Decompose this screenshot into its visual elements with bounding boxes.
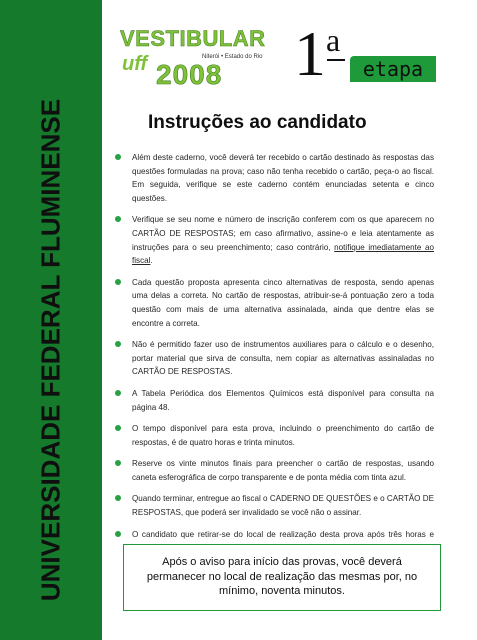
institution-name: UNIVERSIDADE FEDERAL FLUMINENSE bbox=[35, 98, 66, 602]
instruction-text: Não é permitido fazer uso de instrumentos auxiliares para o cálculo e o desenho, portar material que sirva de consulta, nem copiar as alternativas assinaladas no CARTÃO DE RESPOSTAS. bbox=[132, 340, 434, 377]
logo-vestibular-text: VESTIBULAR bbox=[120, 26, 266, 51]
page-title: Instruções ao candidato bbox=[148, 112, 367, 133]
list-item bbox=[112, 151, 434, 205]
stage-label-box bbox=[350, 56, 436, 82]
stage-superscript-underline bbox=[327, 59, 345, 61]
bullet-icon bbox=[115, 531, 121, 537]
stage-superscript: a bbox=[326, 22, 341, 58]
list-item bbox=[112, 276, 434, 330]
list-item bbox=[112, 492, 434, 519]
bullet-icon bbox=[115, 425, 121, 431]
bullet-icon bbox=[115, 495, 121, 501]
list-item bbox=[112, 338, 434, 379]
instruction-underlined-text: notifique imediatamente ao fiscal bbox=[132, 242, 434, 266]
logo-subtitle: Niterói • Estado do Rio bbox=[202, 54, 263, 60]
notice-text: Após o aviso para início das provas, você deverá permanecer no local de realização das mesmas por, no mínimo, noventa minutos. bbox=[146, 556, 418, 597]
stage-number: 1 bbox=[294, 18, 326, 89]
stage-label: etapa bbox=[362, 57, 424, 81]
bullet-icon bbox=[115, 460, 121, 466]
instruction-text: O candidato que retirar-se do local de realização desta prova após três horas e bbox=[132, 529, 434, 539]
instructions-list bbox=[112, 151, 434, 563]
instruction-text: A Tabela Periódica dos Elementos Químicos está disponível para consulta na página 48. bbox=[132, 388, 434, 412]
instruction-text-end: . bbox=[150, 256, 153, 266]
instruction-text: Quando terminar, entregue ao fiscal o CADERNO DE QUESTÕES e o CARTÃO DE RESPOSTAS, que poderá ser invalidado se você não o assinar. bbox=[132, 494, 434, 518]
bullet-icon bbox=[115, 154, 121, 160]
bullet-icon bbox=[115, 279, 121, 285]
bullet-icon bbox=[115, 216, 121, 222]
instruction-text: Cada questão proposta apresenta cinco alternativas de resposta, sendo apenas uma delas a correta. No cartão de respostas, atribuir-se-á pontuação zero a toda questão com mais de uma alternativa assinalada, ainda que dentre elas se encontre a correta. bbox=[132, 277, 434, 328]
vestibular-logo bbox=[120, 26, 270, 88]
instruction-text: Além deste caderno, você deverá ter recebido o cartão destinado às respostas das questões formuladas na prova; caso não tenha recebido o cartão, peça-o ao fiscal. Em seguida, verifique se este caderno contém enunciadas setenta e cinco questões. bbox=[132, 153, 434, 203]
notice-box bbox=[123, 544, 441, 611]
sidebar bbox=[0, 0, 102, 640]
logo-uff-text: uff bbox=[122, 53, 148, 75]
bullet-icon bbox=[115, 390, 121, 396]
instruction-text: O tempo disponível para esta prova, incluindo o preenchimento do cartão de respostas, é de quatro horas e trinta minutos. bbox=[132, 424, 434, 447]
instruction-text: Verifique se seu nome e número de inscrição conferem com os que aparecem no CARTÃO DE RESPOSTAS; em caso afirmativo, assine-o e leia atentamente as instruções para o seu preenchimento; caso contrário, bbox=[132, 215, 434, 252]
bullet-icon bbox=[115, 341, 121, 347]
logo-year: 2008 bbox=[156, 59, 223, 90]
instruction-text: Reserve os vinte minutos finais para preencher o cartão de respostas, usando caneta esferográfica de corpo transparente e de ponta média com tinta azul. bbox=[132, 459, 434, 482]
list-item bbox=[112, 213, 434, 267]
list-item bbox=[112, 422, 434, 449]
list-item bbox=[112, 387, 434, 414]
list-item bbox=[112, 457, 434, 484]
